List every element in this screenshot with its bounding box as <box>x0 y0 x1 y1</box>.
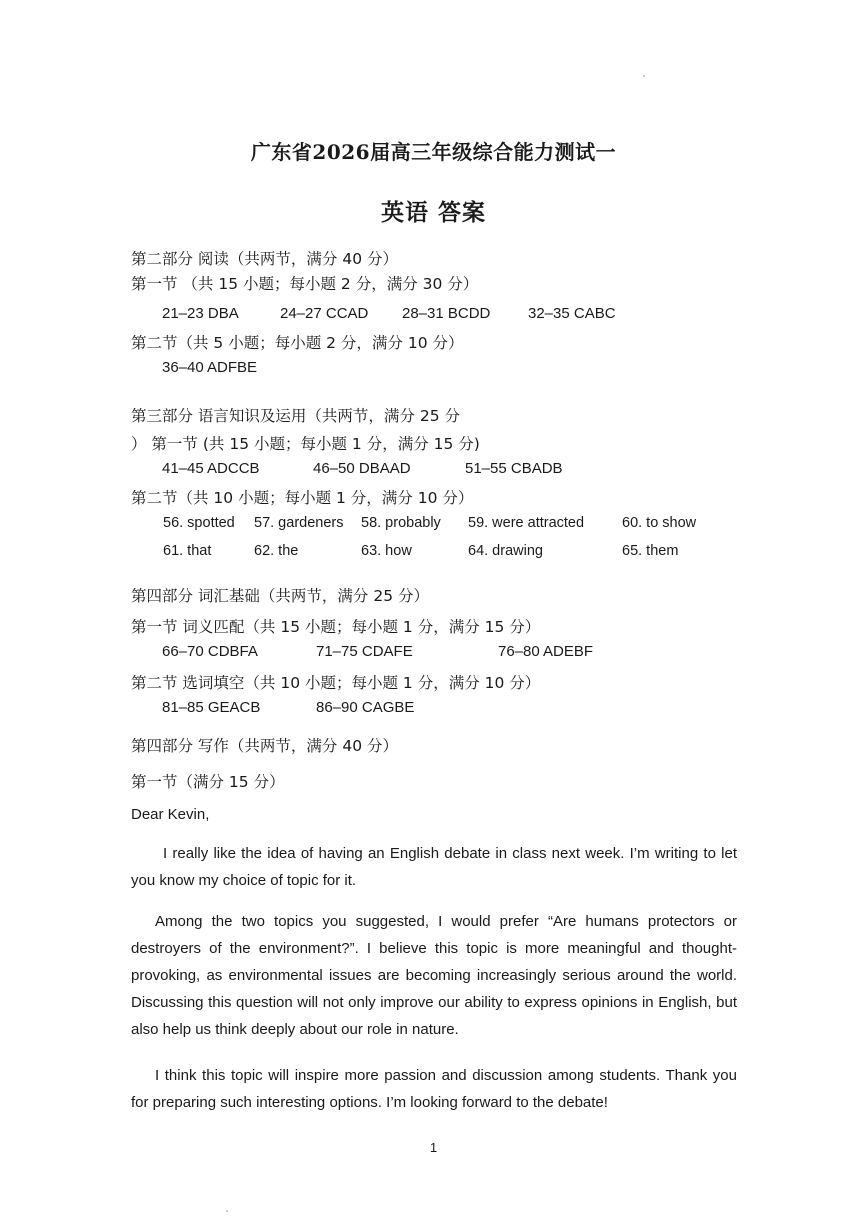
part3-section1-header: ） 第一节 (共 15 小题；每小题 1 分，满分 15 分) <box>131 435 480 453</box>
answer-group: 36–40 ADFBE <box>162 359 258 376</box>
part3-section2-header: 第二节（共 10 小题；每小题 1 分，满分 10 分） <box>131 489 474 507</box>
part2-section1-header: 第一节 （共 15 小题；每小题 2 分，满分 30 分） <box>131 275 479 293</box>
answer-group: 32–35 CABC <box>528 305 616 322</box>
cloze-answer: 57. gardeners <box>254 515 344 531</box>
cloze-answer: 61. that <box>163 543 212 559</box>
answer-group: 71–75 CDAFE <box>316 643 413 660</box>
page-number: 1 <box>429 1140 438 1155</box>
part4-header: 第四部分 词汇基础（共两节，满分 25 分） <box>131 587 430 605</box>
part2-header: 第二部分 阅读（共两节，满分 40 分） <box>131 250 399 268</box>
cloze-answer: 59. were attracted <box>468 515 585 531</box>
cloze-answer: 56. spotted <box>163 515 235 531</box>
scan-speck <box>226 1210 228 1212</box>
letter-paragraph: I really like the idea of having an English debate in class next week. I’m writing to let you know my choice of topic for it. <box>131 845 737 889</box>
answer-group: 41–45 ADCCB <box>162 460 260 477</box>
answer-group: 66–70 CDBFA <box>162 643 258 660</box>
scan-speck <box>643 75 645 77</box>
cloze-answer: 63. how <box>361 543 412 559</box>
document-title: 广东省2026届高三年级综合能力测试一 <box>250 140 617 164</box>
part5-section1-header: 第一节（满分 15 分） <box>131 773 285 791</box>
cloze-answer: 65. them <box>622 543 679 559</box>
letter-paragraph: I think this topic will inspire more passion and discussion among students. Thank you for preparing such interesting options. I’m looking forward to the debate! <box>131 1067 737 1111</box>
answer-group: 21–23 DBA <box>162 305 239 322</box>
document-subtitle: 英语 答案 <box>380 200 486 226</box>
cloze-answer: 62. the <box>254 543 299 559</box>
answer-group: 46–50 DBAAD <box>313 460 411 477</box>
answer-group: 81–85 GEACB <box>162 699 261 716</box>
cloze-answer: 60. to show <box>622 515 697 531</box>
answer-group: 28–31 BCDD <box>402 305 491 322</box>
part4-section2-header: 第二节 选词填空（共 10 小题；每小题 1 分，满分 10 分） <box>131 674 541 692</box>
part4-section1-header: 第一节 词义匹配（共 15 小题；每小题 1 分，满分 15 分） <box>131 618 541 636</box>
letter-paragraph: Among the two topics you suggested, I would prefer “Are humans protectors or destroyers of the environment?”. I believe this topic is more meaningful and thought-provoking, as environmental issues are becoming increasingly serious around the world. Discussing this question will not only improve our ability to express opinions in English, but also help us think deeply about our role in nature. <box>131 913 737 1038</box>
answer-group: 86–90 CAGBE <box>316 699 415 716</box>
cloze-answer: 58. probably <box>361 515 441 531</box>
answer-group: 76–80 ADEBF <box>498 643 594 660</box>
part3-header: 第三部分 语言知识及运用（共两节，满分 25 分 <box>131 407 461 425</box>
answer-group: 24–27 CCAD <box>280 305 369 322</box>
letter-salutation: Dear Kevin, <box>131 806 210 823</box>
answer-group: 51–55 CBADB <box>465 460 563 477</box>
part2-section2-header: 第二节（共 5 小题；每小题 2 分，满分 10 分） <box>131 334 464 352</box>
cloze-answer: 64. drawing <box>468 543 543 559</box>
part5-header: 第四部分 写作（共两节，满分 40 分） <box>131 737 399 755</box>
